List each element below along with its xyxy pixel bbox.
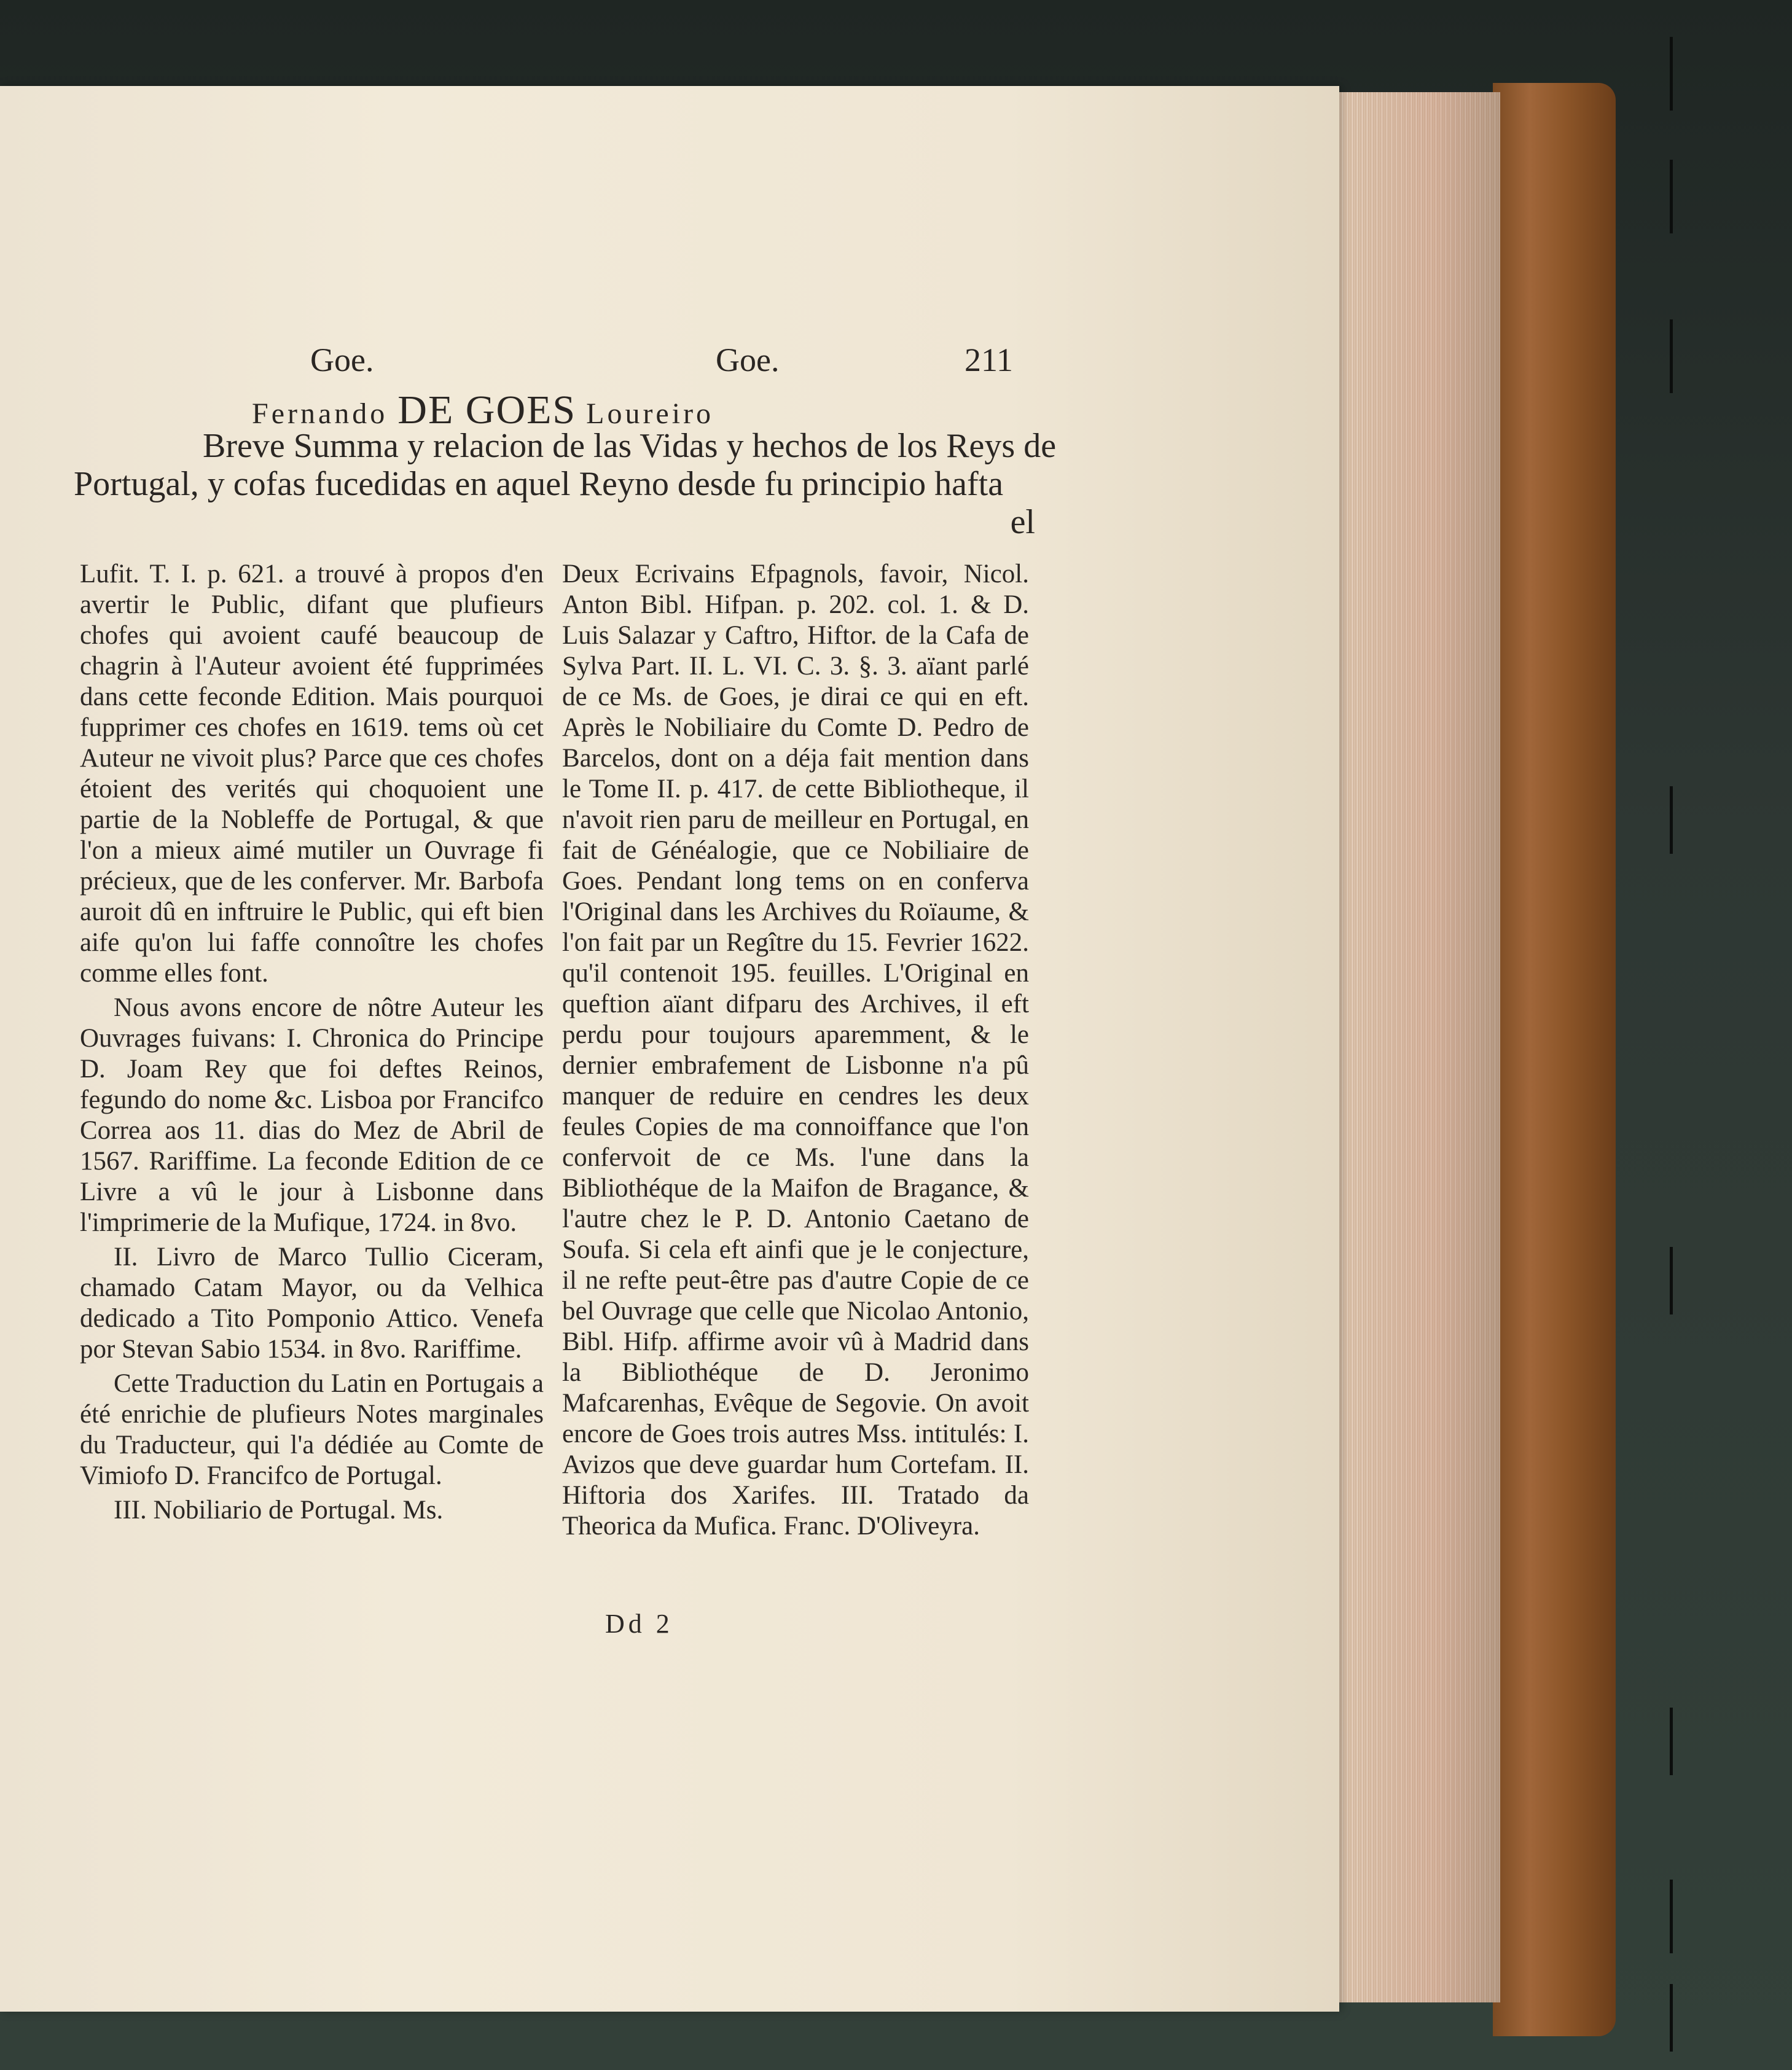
title-first-name: Fernando bbox=[252, 397, 388, 430]
work-title-line-1: Breve Summa y relacion de las Vidas y hechos de los Reys de bbox=[203, 427, 1057, 465]
paragraph: Nous avons encore de nôtre Auteur les Ouvrages fuivans: I. Chronica do Principe D. Joam Rey que foi deftes Reinos, fegundo do nome &c. Lisboa por Francifco Correa aos 11. dias do Mez de Abril de 1567. Rariffime. La feconde Edition de ce Livre a vû le jour à Lisbonne dans l'imprimerie de la Mufique, 1724. in 8vo. bbox=[80, 993, 544, 1237]
work-title-line-2: Portugal, y cofas fucedidas en aquel Reyno desde fu principio hafta bbox=[74, 465, 1004, 503]
margin-tick bbox=[1670, 1708, 1673, 1775]
page-edges bbox=[1334, 92, 1500, 2002]
margin-tick bbox=[1670, 786, 1673, 854]
work-title bbox=[74, 427, 1057, 541]
margin-tick bbox=[1670, 160, 1673, 233]
right-column bbox=[562, 559, 1029, 1542]
margin-tick bbox=[1670, 37, 1673, 111]
title-surname: DE GOES bbox=[397, 388, 577, 432]
margin-tick bbox=[1670, 1880, 1673, 1953]
margin-tick bbox=[1670, 1984, 1673, 2052]
margin-tick bbox=[1670, 1247, 1673, 1314]
running-header bbox=[0, 341, 1044, 378]
page-number: 211 bbox=[964, 342, 1013, 378]
book-page bbox=[0, 86, 1339, 2012]
title-last-name: Loureiro bbox=[586, 397, 714, 430]
left-column bbox=[80, 559, 544, 1526]
paragraph: Lufit. T. I. p. 621. a trouvé à propos d'en avertir le Public, difant que plufieurs chofes qui avoient caufé beaucoup de chagrin à l'Auteur avoient été fupprimées dans cette feconde Edition. Mais pourquoi fupprimer ces chofes en 1619. tems où cet Auteur ne vivoit plus? Parce que ces chofes étoient des verités qui choquoient une partie de la Nobleffe de Portugal, & que l'on a mieux aimé mutiler un Ouvrage fi précieux, que de les conferver. Mr. Barbofa auroit dû en inftruire le Public, qui eft bien aife qu'on lui faffe connoître les chofes comme elles font. bbox=[80, 560, 544, 988]
work-title-line-3: el bbox=[1010, 503, 1035, 541]
paragraph: III. Nobiliario de Portugal. Ms. bbox=[114, 1496, 444, 1525]
header-middle: Goe. bbox=[716, 342, 780, 378]
book-cover-edge bbox=[1493, 83, 1616, 2036]
margin-tick bbox=[1670, 319, 1673, 393]
paragraph: Deux Ecrivains Efpagnols, favoir, Nicol. Anton Bibl. Hifpan. p. 202. col. 1. & D. Luis Salazar y Caftro, Hiftor. de la Cafa de Sylva Part. II. L. VI. C. 3. §. 3. aïant parlé de ce Ms. de Goes, je dirai ce qui en eft. Après le Nobiliaire du Comte D. Pedro de Barcelos, dont on a déja fait mention dans le Tome II. p. 417. de cette Bibliotheque, il n'avoit rien paru de meilleur en Portugal, en fait de Généalogie, que ce Nobiliaire de Goes. Pendant long tems on en conferva l'Original dans les Archives du Roïaume, & l'on fait par un Regître du 15. Fevrier 1622. qu'il contenoit 195. feuilles. L'Original en queftion aïant difparu des Archives, il eft perdu pour toujours aparemment, & le dernier embrafement de Lisbonne n'a pû manquer de reduire en cendres les deux feules Copies de ma connoiffance que l'on confervoit de ce Ms. l'une dans la Bibliothéque de la Maifon de Bragance, & l'autre chez le P. D. Antonio Caetano de Soufa. Si cela eft ainfi que je le conjecture, il ne refte peut-être pas d'autre Copie de ce bel Ouvrage que celle que Nicolao Antonio, Bibl. Hifp. affirme avoir vû à Madrid dans la Bibliothéque de D. Jeronimo Mafcarenhas, Evêque de Segovie. On avoit encore de Goes trois autres Mss. intitulés: I. Avizos que deve guardar hum Cortefam. II. Hiftoria dos Xarifes. III. Tratado da Theorica da Mufica. Franc. D'Oliveyra. bbox=[562, 560, 1029, 1541]
header-left: Goe. bbox=[310, 342, 374, 378]
paragraph: II. Livro de Marco Tullio Ciceram, chamado Catam Mayor, ou da Velhica dedicado a Tito Pomponio Attico. Venefa por Stevan Sabio 1534. in 8vo. Rariffime. bbox=[80, 1243, 544, 1364]
signature-mark: Dd 2 bbox=[605, 1609, 673, 1639]
paragraph: Cette Traduction du Latin en Portugais a été enrichie de plufieurs Notes marginales du Traducteur, qui l'a dédiée au Comte de Vimiofo D. Francifco de Portugal. bbox=[80, 1369, 544, 1490]
